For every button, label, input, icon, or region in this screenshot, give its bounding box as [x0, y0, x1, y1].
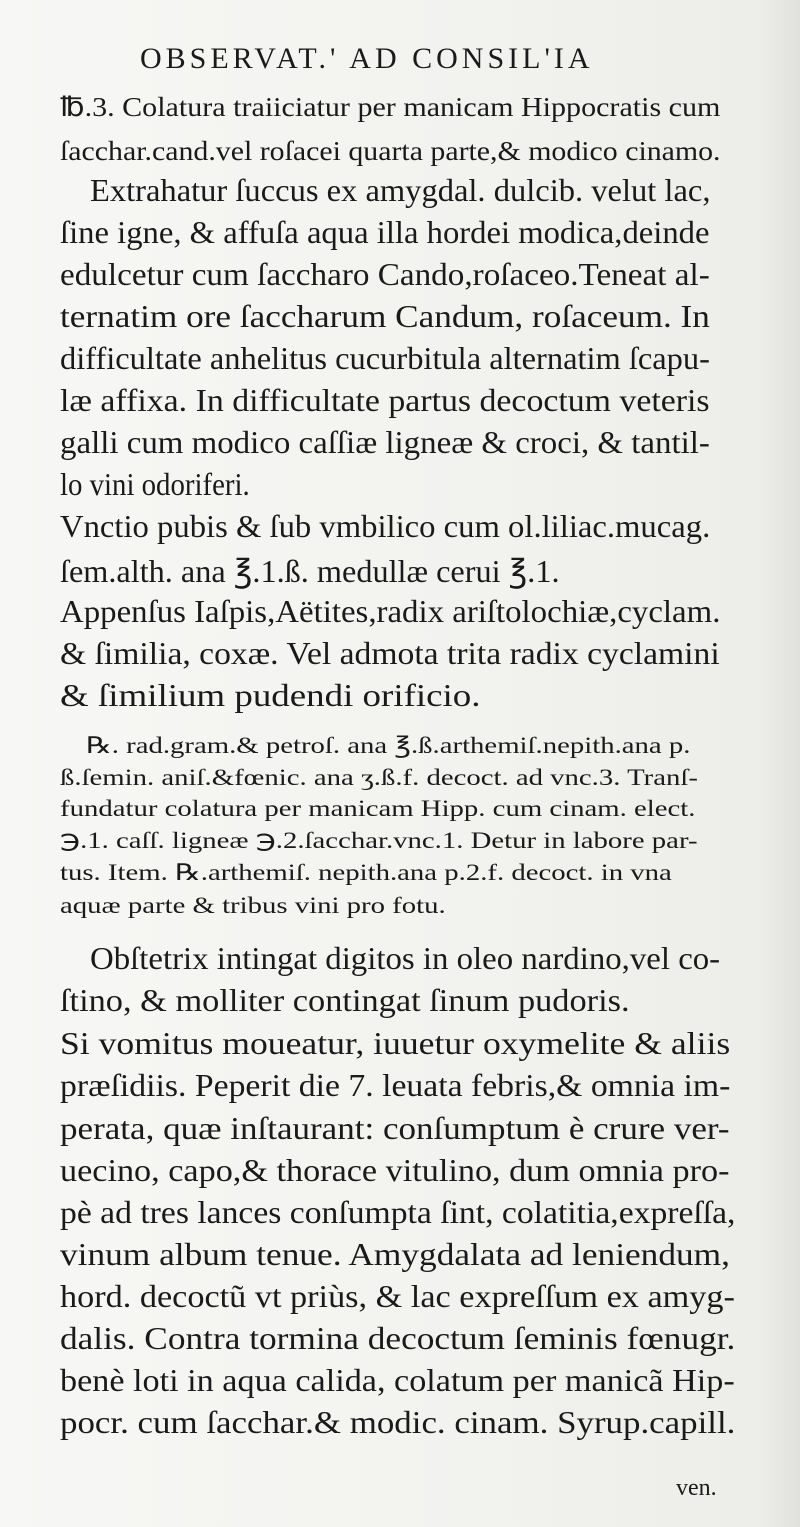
text-line: pocr. cum ſacchar.& modic. cinam. Syrup.capill. — [60, 1404, 736, 1440]
text-line: læ affixa. In difficultate partus decoctum veteris — [60, 382, 710, 418]
text-line: galli cum modico caſſiæ ligneæ & croci, & tantil- — [60, 424, 710, 460]
text-line: Si vomitus moueatur, iuuetur oxymelite & aliis — [60, 1025, 731, 1061]
text-line: benè loti in aqua calida, colatum per manicã Hip- — [60, 1362, 735, 1398]
text-line: ternatim ore ſaccharum Candum, roſaceum. In — [60, 298, 710, 334]
text-line: ℈.1. caſſ. ligneæ ℈.2.ſacchar.vnc.1. Detur in labore par- — [60, 828, 698, 853]
text-line: ℔.3. Colatura traiiciatur per manicam Hippocratis cum — [60, 92, 721, 122]
text-line: uecino, capo,& thorace vitulino, dum omnia pro- — [60, 1152, 730, 1188]
text-line: dalis. Contra tormina decoctum ſeminis fœnugr. — [60, 1320, 736, 1356]
text-line: ſacchar.cand.vel roſacei quarta parte,& modico cinamo. — [60, 136, 721, 166]
text-line: aquæ parte & tribus vini pro fotu. — [60, 893, 446, 918]
text-line: vinum album tenue. Amygdalata ad leniendum, — [60, 1236, 730, 1272]
page-edge-shadow — [760, 0, 800, 1527]
text-line: ſine igne, & affuſa aqua illa hordei modica,deinde — [60, 214, 710, 250]
text-line: edulcetur cum ſaccharo Cando,roſaceo.Teneat al- — [60, 256, 710, 292]
text-line: & ſimilia, coxæ. Vel admota trita radix cyclamini — [60, 635, 720, 671]
text-line: Appenſus Iaſpis,Aëtites,radix ariſtolochiæ,cyclam. — [60, 593, 721, 629]
text-line: Vnctio pubis & ſub vmbilico cum ol.liliac.mucag. — [60, 508, 711, 544]
text-line: lo vini odoriferi. — [60, 466, 250, 502]
text-line: fundatur colatura per manicam Hipp. cum cinam. elect. — [60, 796, 696, 821]
text-line: perata, quæ inſtaurant: conſumptum è crure ver- — [60, 1110, 730, 1146]
catchword: ven. — [676, 1475, 717, 1501]
text-line: ſtino, & molliter contingat ſinum pudoris. — [60, 982, 630, 1018]
text-line: pè ad tres lances conſumpta ſint, colatitia,expreſſa, — [60, 1194, 736, 1230]
text-line: ß.ſemin. aniſ.&fœnic. ana ʒ.ß.f. decoct. ad vnc.3. Tranſ- — [60, 765, 698, 790]
text-line: ſem.alth. ana ℥.1.ß. medullæ cerui ℥.1. — [60, 553, 560, 589]
text-line: præſidiis. Peperit die 7. leuata febris,& omnia im- — [60, 1067, 731, 1103]
text-line: & ſimilium pudendi orificio. — [60, 677, 481, 713]
text-line: ℞. rad.gram.& petroſ. ana ℥.ß.arthemiſ.nepith.ana p. — [86, 733, 691, 758]
text-line: Extrahatur ſuccus ex amygdal. dulcib. velut lac, — [90, 172, 711, 208]
text-line: difficultate anhelitus cucurbitula alternatim ſcapu- — [60, 340, 710, 376]
text-line: hord. decoctũ vt priùs, & lac expreſſum ex amyg- — [60, 1278, 735, 1314]
text-line: Obſtetrix intingat digitos in oleo nardino,vel co- — [90, 940, 721, 976]
running-head: OBSERVAT.' AD CONSIL'IA — [140, 42, 594, 75]
text-line: tus. Item. ℞.arthemiſ. nepith.ana p.2.f. decoct. in vna — [60, 860, 672, 885]
